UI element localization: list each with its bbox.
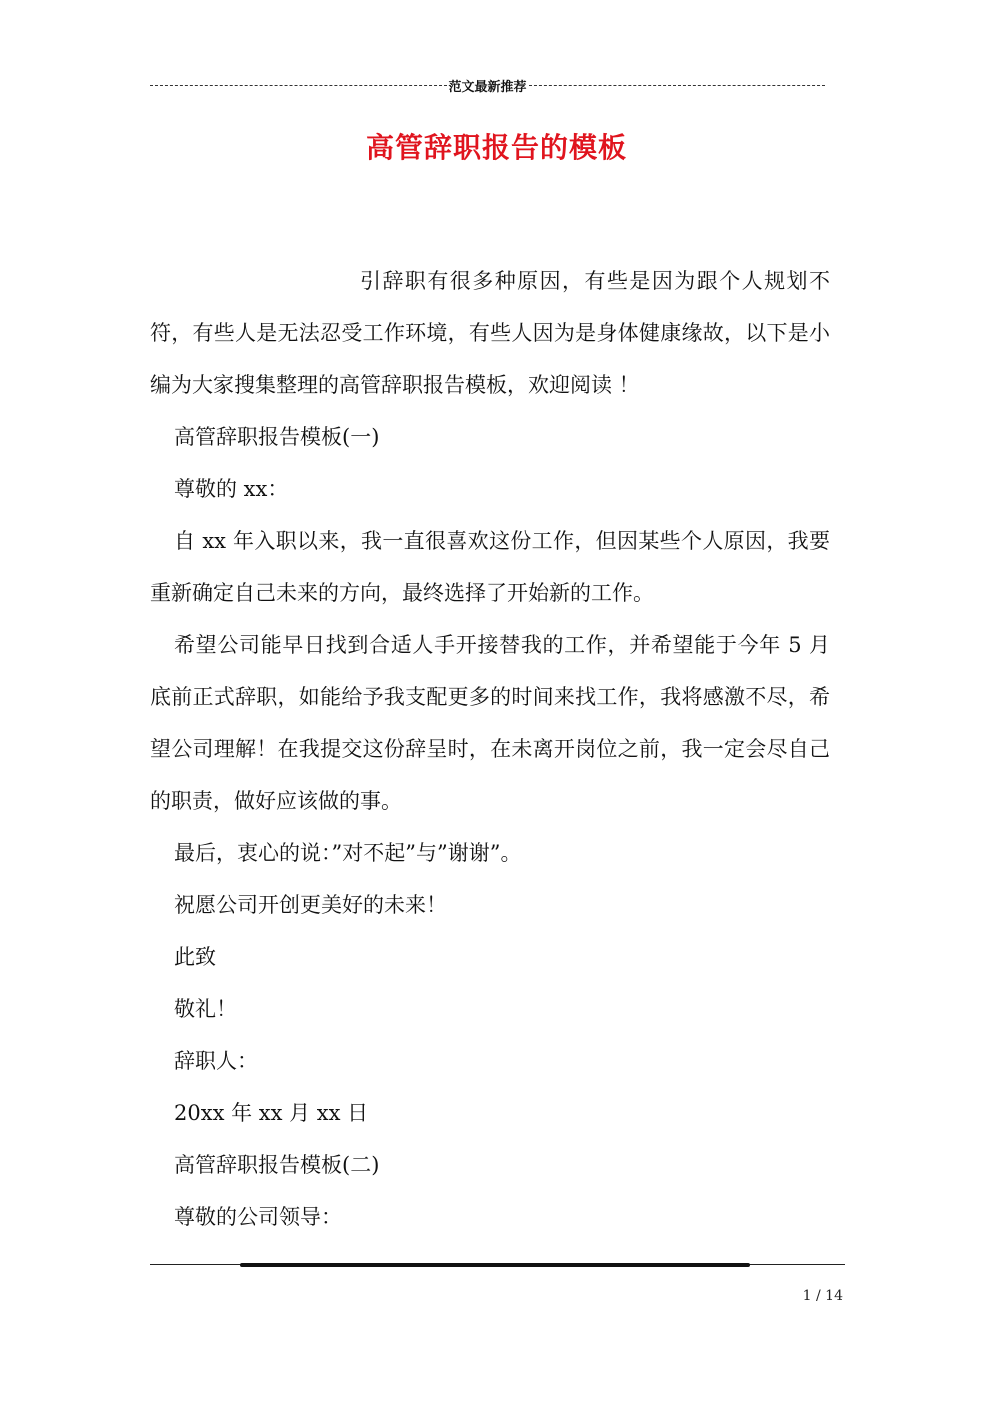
body-paragraph: 最后，衷心的说：”对不起”与”谢谢”。: [174, 841, 522, 865]
section-heading-1: 高管辞职报告模板(一): [174, 425, 380, 449]
salutation-1: 尊敬的 xx：: [174, 477, 289, 501]
document-body: [150, 255, 830, 1243]
header-label: 范文最新推荐: [448, 79, 527, 95]
body-paragraph: 自 xx 年入职以来，我一直很喜欢这份工作，但因某些个人原因，我要重新确定自己未来的方向，最终选择了开始新的工作。: [150, 529, 830, 605]
page-number: 1 / 14: [802, 1288, 843, 1304]
date-line: 20xx 年 xx 月 xx 日: [174, 1101, 369, 1125]
closing-line: 此致: [174, 945, 216, 969]
signature-label: 辞职人：: [174, 1049, 258, 1073]
header-dash-left: [150, 85, 447, 86]
salutation-2: 尊敬的公司领导：: [174, 1205, 342, 1229]
footer-rule: [150, 1262, 845, 1268]
body-paragraph: 希望公司能早日找到合适人手开接替我的工作，并希望能于今年 5 月底前正式辞职，如能给予我支配更多的时间来找工作，我将感激不尽，希望公司理解！在我提交这份辞呈时，在未离开岗位之前，我一定会尽自己的职责，做好应该做的事。: [150, 633, 830, 813]
header-rule: [150, 75, 825, 95]
body-paragraph: 祝愿公司开创更美好的未来！: [174, 893, 447, 917]
document-title: 高管辞职报告的模板: [365, 131, 627, 164]
closing-line: 敬礼！: [174, 997, 237, 1021]
intro-paragraph: 引辞职有很多种原因，有些是因为跟个人规划不符，有些人是无法忍受工作环境，有些人因为是身体健康缘故，以下是小编为大家搜集整理的高管辞职报告模板，欢迎阅读 ！: [150, 269, 830, 397]
footer-rule-thick: [240, 1263, 750, 1267]
section-heading-2: 高管辞职报告模板(二): [174, 1153, 380, 1177]
header-dash-right: [529, 85, 826, 86]
